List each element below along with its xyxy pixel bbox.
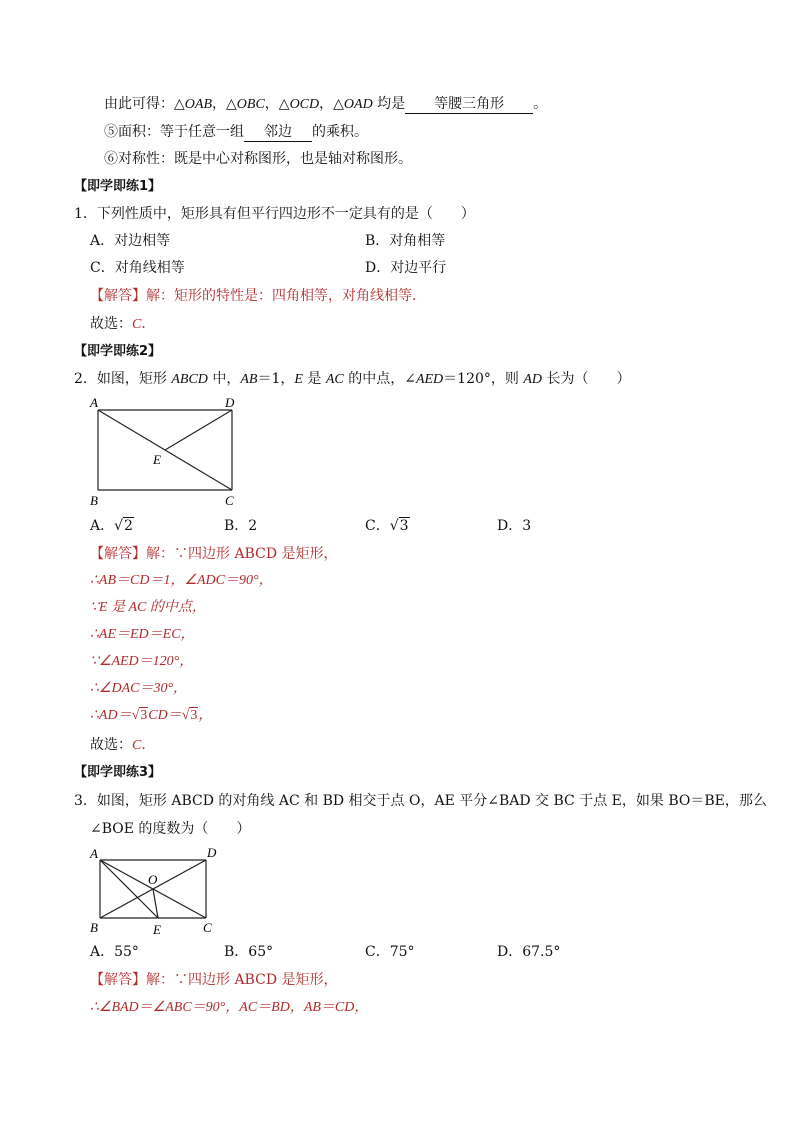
separator: ，△ <box>212 96 237 112</box>
label-b: B <box>90 920 98 935</box>
segment-ae <box>100 860 158 918</box>
q-text: 长为（ ） <box>542 371 631 387</box>
option-value: 3 <box>522 518 532 534</box>
rectangle-figure-3 <box>86 842 226 938</box>
label-b: B <box>90 493 98 508</box>
answer-text: 解：∵四边形 ABCD 是矩形， <box>146 546 338 562</box>
answer-tag: 【解答】 <box>90 546 146 562</box>
rectangle-figure-2 <box>86 392 246 510</box>
section-header-2: 【即学即练2】 <box>74 344 162 359</box>
q-var: ABCD <box>171 372 208 387</box>
ex1-answer <box>90 287 426 305</box>
q-var: AED <box>415 372 444 387</box>
radicand: 2 <box>124 518 133 534</box>
q-text: 是 <box>302 371 326 387</box>
intro-text: 均是 <box>372 96 406 112</box>
ex2-option-d <box>497 517 531 535</box>
option-letter: D． <box>497 518 523 534</box>
ex1-option-c: C．对角线相等 <box>90 260 185 276</box>
option-value: 2 <box>248 518 258 534</box>
q-var: E <box>294 372 303 387</box>
sqrt-expression: √3 <box>389 518 409 534</box>
triangle-oab: OAB <box>184 97 212 112</box>
intro-line-3: ⑥对称性：既是中心对称图形，也是轴对称图形。 <box>104 151 412 167</box>
triangle-oad: OAD <box>343 97 373 112</box>
answer-tag: 【解答】 <box>90 972 146 988</box>
ex2-answer-4: ∴AE＝ED＝EC， <box>90 627 195 642</box>
answer-text: 解：矩形的特性是：四角相等，对角线相等． <box>146 288 426 304</box>
ex3-answer-1 <box>90 971 338 989</box>
ex2-choice <box>90 736 155 755</box>
answer-text: ， <box>198 708 213 723</box>
ex2-answer-5: ∵∠AED＝120°， <box>90 654 194 669</box>
q-var: AC <box>325 372 344 387</box>
q-var: AD <box>523 372 543 387</box>
ex2-answer-1 <box>90 545 338 563</box>
option-letter: A． <box>90 518 115 534</box>
question-3-line-1: 3．如图，矩形 ABCD 的对角线 AC 和 BD 相交于点 O，AE 平分∠BAD 交 BC 于点 E，如果 BO＝BE，那么 <box>74 793 767 809</box>
ex3-option-a: A．55° <box>90 944 139 960</box>
choice-end: ． <box>141 316 156 332</box>
option-letter: B． <box>224 518 249 534</box>
ex2-option-b <box>224 517 257 535</box>
fill-blank-answer: 邻边 <box>244 123 312 142</box>
choice-label: 故选： <box>90 316 132 332</box>
choice-label: 故选： <box>90 737 132 753</box>
ex2-answer-7 <box>90 707 212 725</box>
ex1-option-a: A．对边相等 <box>90 233 171 249</box>
intro-line-1 <box>104 95 547 114</box>
separator: ，△ <box>319 96 344 112</box>
label-o: O <box>148 872 158 887</box>
intro-line-2 <box>104 123 368 142</box>
separator: ，△ <box>264 96 290 112</box>
label-d: D <box>207 845 217 860</box>
intro-text: 的乘积。 <box>312 124 368 140</box>
ex3-option-b: B．65° <box>224 944 274 960</box>
q-text: ＝1， <box>257 371 295 387</box>
label-e: E <box>153 922 161 937</box>
sqrt-expression: √2 <box>114 518 133 534</box>
answer-text: ∴AD＝ <box>90 708 132 723</box>
label-c: C <box>225 493 234 508</box>
ex2-answer-3: ∵E 是 AC 的中点， <box>90 600 206 615</box>
option-letter: C． <box>365 518 390 534</box>
radicand: 3 <box>140 708 148 723</box>
q-var: AB <box>240 372 258 387</box>
answer-text: 解：∵四边形 ABCD 是矩形， <box>146 972 338 988</box>
ex3-option-d: D．67.5° <box>497 944 561 960</box>
intro-text: 。 <box>533 96 548 112</box>
ex3-answer-2: ∴∠BAD＝∠ABC＝90°，AC＝BD，AB＝CD， <box>90 1000 369 1015</box>
ex1-option-b: B．对角相等 <box>365 233 446 249</box>
section-header-3: 【即学即练3】 <box>74 765 162 780</box>
ex1-option-d: D．对边平行 <box>365 260 447 276</box>
q-text: ＝120°，则 <box>443 371 524 387</box>
radicand: 3 <box>190 708 198 723</box>
choice-end: ． <box>141 737 156 753</box>
label-c: C <box>203 920 212 935</box>
sqrt-expression: √3 <box>131 708 148 723</box>
label-a: A <box>90 395 98 410</box>
intro-text: ⑤面积：等于任意一组 <box>104 124 244 140</box>
ex2-answer-6: ∴∠DAC＝30°， <box>90 681 188 696</box>
ex3-option-c: C．75° <box>365 944 415 960</box>
label-d: D <box>225 395 235 410</box>
q-text: 中， <box>207 371 241 387</box>
ex2-option-c <box>365 517 410 535</box>
answer-text: CD＝ <box>148 708 182 723</box>
question-3-line-2: ∠BOE 的度数为（ ） <box>90 821 251 837</box>
ex1-choice <box>90 315 155 334</box>
section-header-1: 【即学即练1】 <box>74 179 162 194</box>
q-text: 的中点，∠ <box>343 371 416 387</box>
triangle-ocd: OCD <box>289 97 320 112</box>
label-e: E <box>153 452 161 467</box>
intro-text: 由此可得：△ <box>104 96 185 112</box>
question-1: 1．下列性质中，矩形具有但平行四边形不一定具有的是（ ） <box>74 206 475 222</box>
triangle-obc: OBC <box>236 97 265 112</box>
question-2 <box>74 370 630 389</box>
choice-value: C <box>132 738 142 753</box>
segment-ed <box>165 410 232 450</box>
ex2-answer-2: ∴AB＝CD＝1，∠ADC＝90°， <box>90 573 273 588</box>
q-text: 2．如图，矩形 <box>74 371 172 387</box>
choice-value: C <box>132 317 142 332</box>
sqrt-expression: √3 <box>181 708 198 723</box>
answer-tag: 【解答】 <box>90 288 146 304</box>
ex2-option-a <box>90 517 134 535</box>
fill-blank-answer: 等腰三角形 <box>405 95 533 114</box>
radicand: 3 <box>399 518 409 534</box>
label-a: A <box>90 846 98 861</box>
